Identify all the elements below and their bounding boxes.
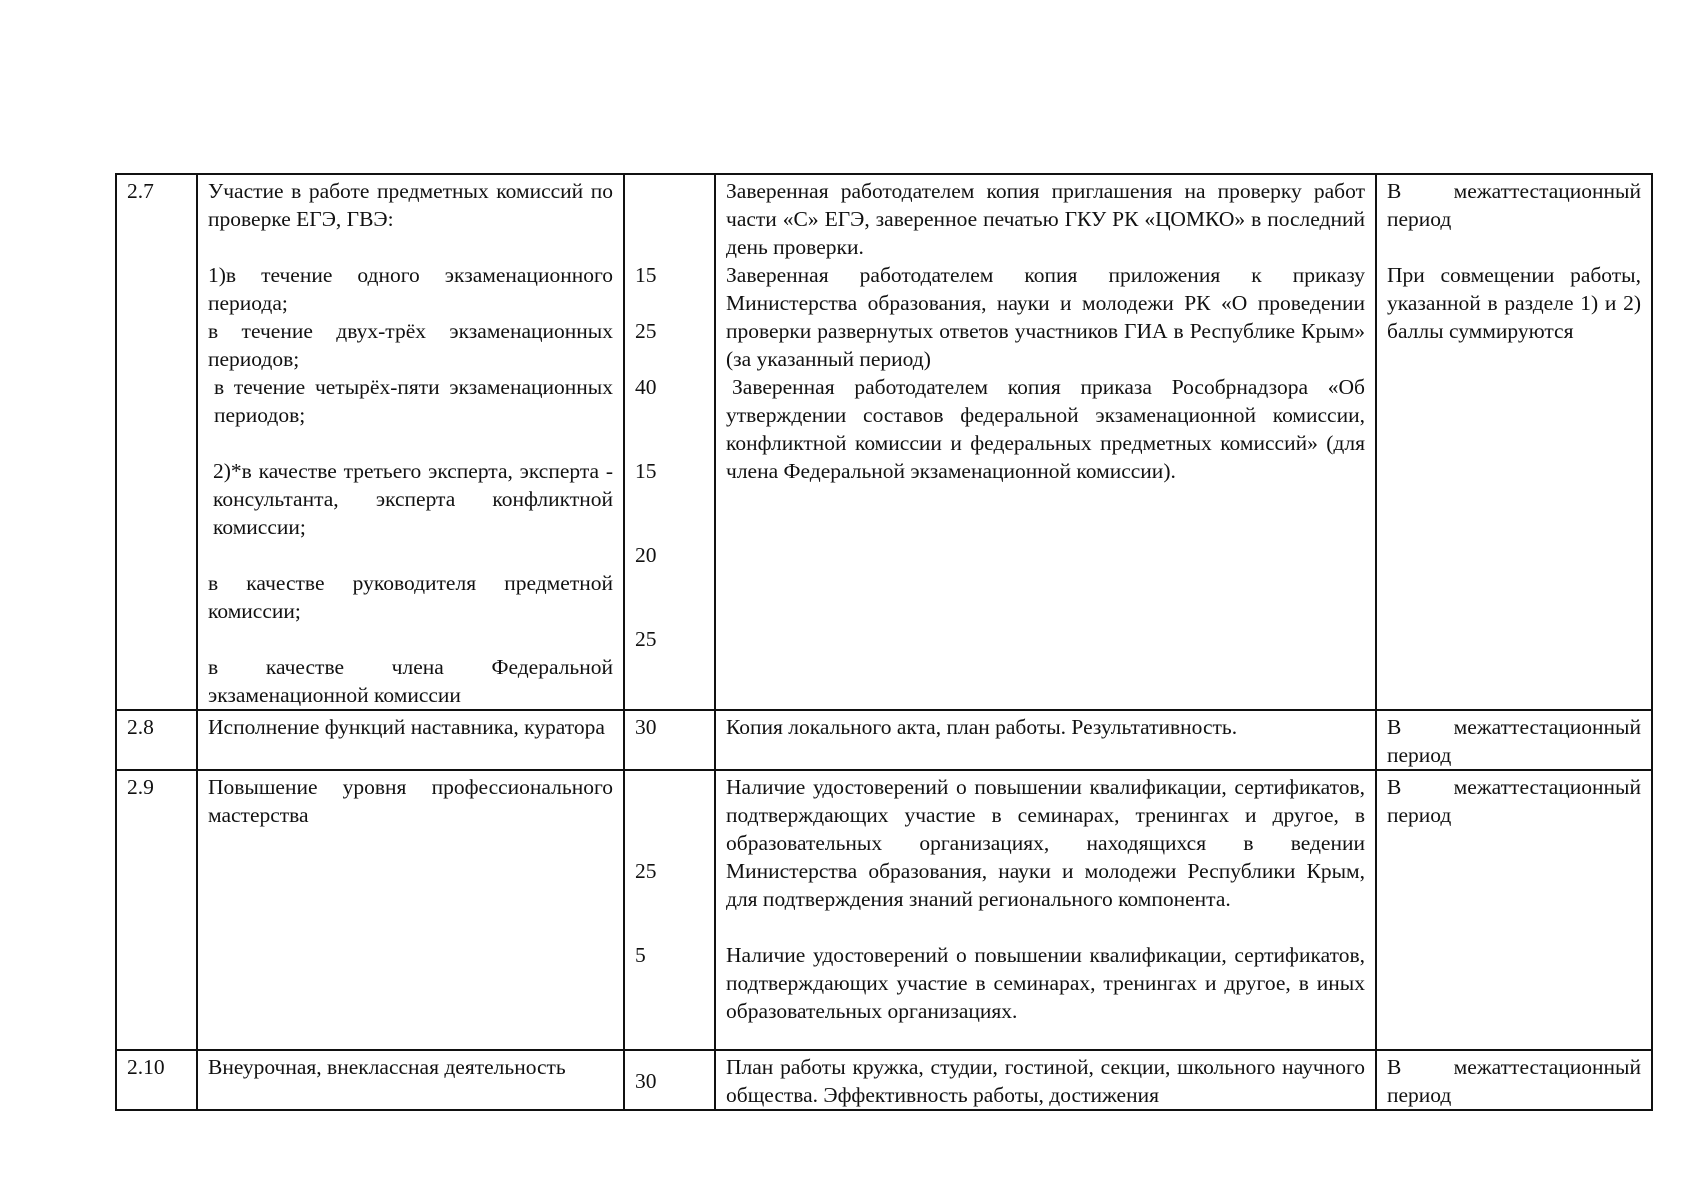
documents-cell xyxy=(715,174,1376,710)
points-value: 25 xyxy=(635,627,657,651)
criterion-item: 2)*в качестве третьего эксперта, эксперта - консультанта, эксперта конфликтной комиссии; xyxy=(213,459,613,539)
documents-cell xyxy=(715,770,1376,1050)
criterion-cell xyxy=(197,770,624,1050)
document-text: Заверенная работодателем копия приложения к приказу Министерства образования, науки и молодежи РК «О проведении проверки развернутых ответов участников ГИА в Республике Крым» (за указанный период) xyxy=(726,263,1365,371)
criterion-cell xyxy=(197,1050,624,1110)
criterion-title: Исполнение функций наставника, куратора xyxy=(208,715,605,739)
table-row xyxy=(116,710,1652,770)
points-cell xyxy=(624,1050,715,1110)
period-cell xyxy=(1376,1050,1652,1110)
table-row xyxy=(116,1050,1652,1110)
row-number: 2.10 xyxy=(116,1050,197,1110)
document-text: Наличие удостоверений о повышении квалификации, сертификатов, подтверждающих участие в семинарах, тренингах и другое, в образовательных организациях, находящихся в ведении Министерства образования, науки и молодежи Республики Крым, для подтверждения знаний регионального компонента. xyxy=(726,775,1365,911)
document-text: Копия локального акта, план работы. Результативность. xyxy=(726,715,1238,739)
period-cell xyxy=(1376,174,1652,710)
points-value: 5 xyxy=(635,943,646,967)
row-number: 2.8 xyxy=(116,710,197,770)
period-text: В межаттестационный период xyxy=(1387,179,1641,231)
criterion-item: в качестве члена Федеральной экзаменационной комиссии xyxy=(208,655,613,707)
points-value: 15 xyxy=(635,459,657,483)
points-cell xyxy=(624,770,715,1050)
points-value: 30 xyxy=(635,1069,657,1093)
points-value: 20 xyxy=(635,543,657,567)
table-row xyxy=(116,770,1652,1050)
criteria-table xyxy=(115,173,1653,1111)
points-value: 25 xyxy=(635,319,657,343)
criterion-item: в течение двух-трёх экзаменационных периодов; xyxy=(208,319,613,371)
points-value: 30 xyxy=(635,715,657,739)
points-value: 40 xyxy=(635,375,657,399)
note-text: При совмещении работы, указанной в разделе 1) и 2) баллы суммируются xyxy=(1387,263,1641,343)
table-row xyxy=(116,174,1652,710)
criterion-title: Внеурочная, внеклассная деятельность xyxy=(208,1055,566,1079)
points-value: 15 xyxy=(635,263,657,287)
period-cell xyxy=(1376,770,1652,1050)
document-text: План работы кружка, студии, гостиной, секции, школьного научного общества. Эффективность работы, достижения xyxy=(726,1055,1365,1107)
criterion-item: в течение четырёх-пяти экзаменационных периодов; xyxy=(214,375,613,427)
row-number: 2.9 xyxy=(116,770,197,1050)
document-text: Заверенная работодателем копия приглашения на проверку работ части «С» ЕГЭ, заверенное печатью ГКУ РК «ЦОМКО» в последний день проверки. xyxy=(726,179,1365,259)
criterion-cell xyxy=(197,174,624,710)
criterion-item: 1)в течение одного экзаменационного периода; xyxy=(208,263,613,315)
period-text: В межаттестационный период xyxy=(1387,775,1641,827)
document-text: Заверенная работодателем копия приказа Рособрнадзора «Об утверждении составов федеральной экзаменационной комиссии, конфликтной комиссии и федеральных предметных комиссий» (для члена Федеральной экзаменационной комиссии). xyxy=(726,375,1365,483)
points-cell xyxy=(624,174,715,710)
row-number: 2.7 xyxy=(116,174,197,710)
documents-cell xyxy=(715,1050,1376,1110)
documents-cell xyxy=(715,710,1376,770)
criterion-title: Повышение уровня профессионального мастерства xyxy=(208,775,613,827)
points-cell xyxy=(624,710,715,770)
points-value: 25 xyxy=(635,859,657,883)
criterion-cell xyxy=(197,710,624,770)
criterion-item: в качестве руководителя предметной комиссии; xyxy=(208,571,613,623)
period-text: В межаттестационный период xyxy=(1387,715,1641,767)
criterion-title: Участие в работе предметных комиссий по проверке ЕГЭ, ГВЭ: xyxy=(208,179,613,231)
period-cell xyxy=(1376,710,1652,770)
document-text: Наличие удостоверений о повышении квалификации, сертификатов, подтверждающих участие в семинарах, тренингах и другое, в иных образовательных организациях. xyxy=(726,943,1365,1023)
period-text: В межаттестационный период xyxy=(1387,1055,1641,1107)
